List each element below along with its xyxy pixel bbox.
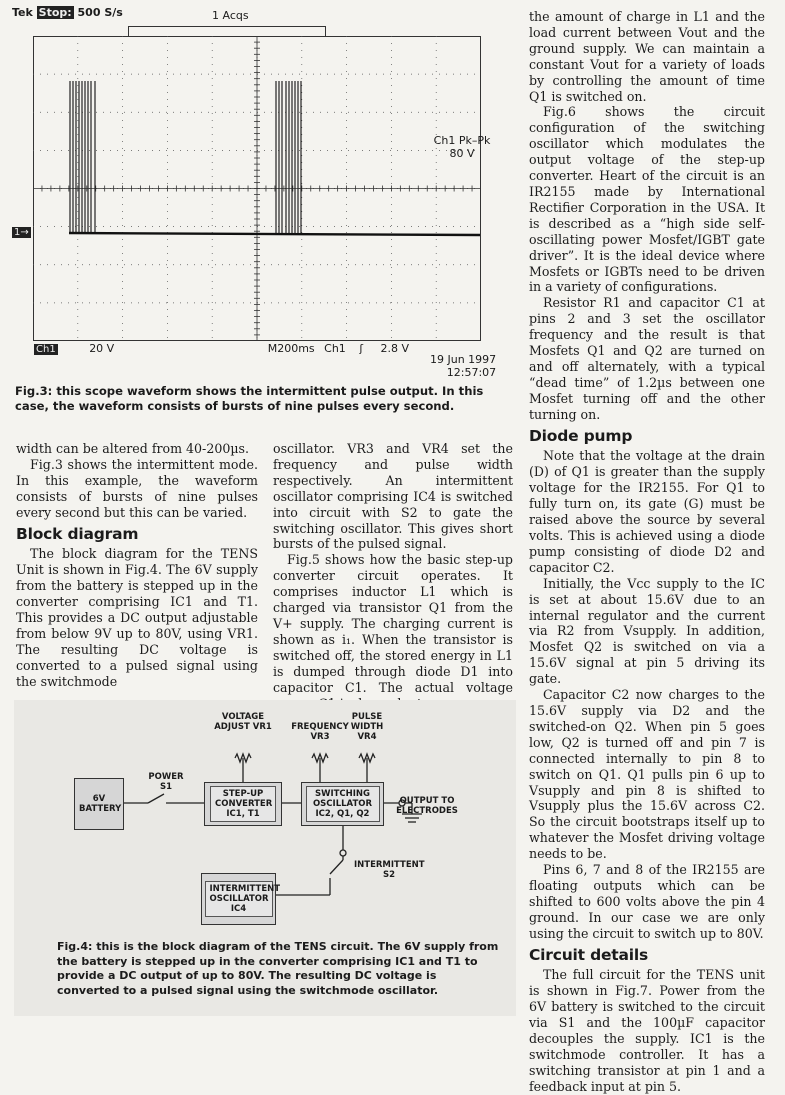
converter-label: STEP-UP CONVERTER IC1, T1: [210, 786, 276, 822]
battery-label: 6V BATTERY: [79, 794, 122, 814]
pulse-width-label: PULSE WIDTH VR4: [350, 712, 384, 742]
channel-badge: Ch1: [36, 344, 56, 355]
intermittent-switch-label: INTERMITTENT S2: [354, 860, 425, 880]
scope-channel-marker: 1→: [14, 227, 29, 238]
heading-circuit-details: Circuit details: [529, 945, 649, 964]
col2-p2: Fig.5 shows how the basic step-up converter circuit operates. It comprises inductor L1 which is charged via transistor Q1 from the V+ supply. The charging current is shown as i₁. When the transistor is switched off, the stored energy in L1 is dumped through diode D1 into capacitor C1. The actual voltage: [273, 552, 513, 695]
scope-datetime: [430, 353, 496, 379]
fig4-caption: Fig.4: this is the block diagram of the TENS circuit. The 6V supply from the battery is stepped up in the converter comprising IC1 and T1 to provide a DC output of up to 80V. The resulting DC voltage is converted to a pulsed signal using the switchmode oscillator.: [57, 940, 499, 997]
trigger-bracket-ticks: [128, 24, 324, 25]
scope-brand: Tek: [12, 6, 33, 19]
volts-div: 20 V: [89, 342, 115, 355]
scope-measure: [427, 134, 497, 160]
oscillator-label: SWITCHING OSCILLATOR IC2, Q1, Q2: [306, 786, 380, 822]
col3-p7: Pins 6, 7 and 8 of the IR2155 are floating outputs which can be shifted to 600 volts above the pin 4 ground. In our case we are only using the circuit to switch up to 80V.: [529, 862, 765, 941]
scope-rate: 500 S/s: [77, 6, 123, 19]
converter-block: [204, 782, 282, 826]
power-switch-label: POWER S1: [148, 772, 184, 792]
voltage-adjust-label: VOLTAGE ADJUST VR1: [214, 712, 272, 732]
scope-graticule: [33, 36, 481, 341]
column-1: [16, 441, 258, 690]
scope-date: 19 Jun 1997: [430, 353, 497, 366]
col1-p1: width can be altered from 40-200µs.: [16, 441, 250, 456]
col2-p1: oscillator. VR3 and VR4 set the frequency and pulse width respectively. An intermittent oscillator comprising IC4 is switched into circuit with S2 to gate the switching oscillator. This gives short bursts of the pulsed signal.: [273, 441, 513, 552]
oscillator-block: [301, 782, 384, 826]
column-2: [273, 441, 513, 711]
measure-value: 80 V: [449, 147, 475, 160]
col3-p3: Resistor R1 and capacitor C1 at pins 2 and 3 set the oscillator frequency and the result is that Mosfets Q1 and Q2 are turned on and off alternately, with a typical “dead time” of 1.2µs between one Mosfet turning off and the other turning on.: [529, 295, 765, 422]
intermittent-osc-label: INTERMITTENT OSCILLATOR IC4: [205, 881, 273, 917]
heading-block-diagram: Block diagram: [16, 524, 139, 543]
measure-label: Ch1 Pk–Pk: [433, 134, 491, 147]
trigger-slope: ʃ: [359, 342, 364, 355]
heading-diode-pump: Diode pump: [529, 426, 633, 445]
timebase: M200ms: [267, 342, 315, 355]
scope-header: [12, 6, 123, 19]
column-3: [529, 9, 765, 1095]
trigger-source: Ch1: [324, 342, 346, 355]
scope-status: Stop:: [38, 6, 72, 19]
col1-p3: The block diagram for the TENS Unit is shown in Fig.4. The 6V supply from the battery is stepped up in the converter comprising IC1 and T1. This provides a DC output adjustable from below 9V up to 80V, using VR1. The resulting DC voltage is converted to a pulsed signal using the switchmode: [16, 546, 258, 689]
col3-p6: Capacitor C2 now charges to the 15.6V supply via D2 and the switched-on Q2. When pin 5 goes low, Q2 is turned off and pin 7 is connected internally to pin 8 to switch on Q1. Q1 pulls pin 6 up to Vsupply and pin 8 is shifted to Vsupply plus the 15.6V across C2. So the circuit bootstraps itself up to whatever the Mosfet driving voltage needs to be.: [529, 687, 765, 862]
trigger-level: 2.8 V: [380, 342, 410, 355]
scope-figure: [12, 6, 517, 381]
fig3-caption: Fig.3: this scope waveform shows the intermittent pulse output. In this case, the waveform consists of bursts of nine pulses every second.: [15, 384, 484, 413]
intermittent-osc-block: [201, 873, 281, 925]
col3-p2: Fig.6 shows the circuit configuration of the switching oscillator which modulates the output voltage of the step-up converter. Heart of the circuit is an IR2155 made by International Rectifier Corporation in the USA. It is described as a “high side self-oscillating power Mosfet/IGBT gate driver”. It is the ideal device where Mosfets or IGBTs need to be driven in a variety of configurations.: [529, 104, 765, 295]
col1-p2: Fig.3 shows the intermittent mode. In this example, the waveform consists of bursts of nine pulses every second but this can be varied.: [16, 456, 258, 520]
scope-time: 12:57:07: [446, 366, 497, 379]
output-label: OUTPUT TO ELECTRODES: [396, 796, 458, 816]
col3-p1: the amount of charge in L1 and the load current between Vout and the ground supply. We can maintain a constant Vout for a variety of loads by controlling the amount of time Q1 is switched on.: [529, 9, 765, 104]
scope-acqs: 1 Acqs: [212, 9, 249, 22]
col3-p5: Initially, the Vcc supply to the IC is set at about 15.6V due to an internal regulator and the current via R2 from Vsupply. In addition, Mosfet Q2 is switched on via a 15.6V signal at pin 5 driving its gate.: [529, 575, 765, 687]
battery-block: [74, 778, 124, 830]
block-diagram: [14, 700, 516, 1016]
frequency-label: FREQUENCY VR3: [291, 722, 349, 742]
col3-p4: Note that the voltage at the drain (D) of Q1 is greater than the supply voltage for the IR2155. For Q1 to fully turn on, its gate (G) must be raised above the source by several volts. This is achieved using a diode pump consisting of diode D2 and capacitor C2.: [529, 448, 765, 575]
scope-footer: [34, 342, 494, 355]
col3-p8: The full circuit for the TENS unit is shown in Fig.7. Power from the 6V battery is switched to the circuit via S1 and the 100µF capacitor decouples the supply. IC1 is the switchmode controller. It has a switching transistor at pin 1 and a feedback input at pin 5.: [529, 967, 765, 1094]
